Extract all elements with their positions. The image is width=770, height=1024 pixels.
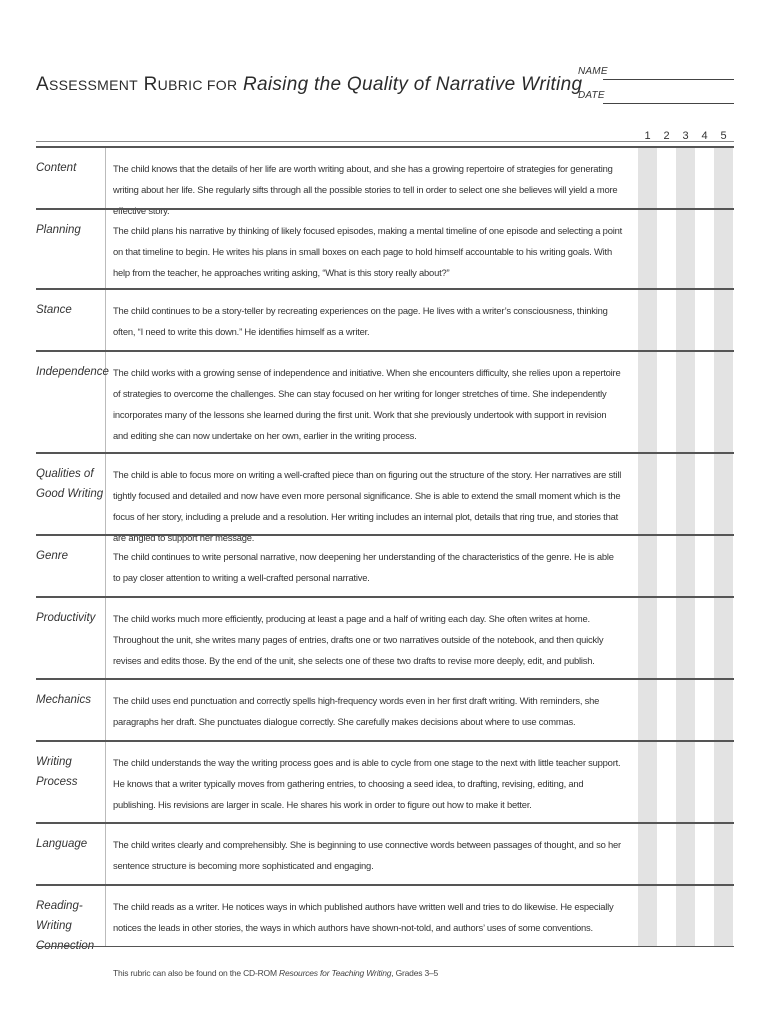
score-4: 4	[701, 130, 708, 142]
row-divider	[36, 884, 734, 886]
rubric-row-productivity	[36, 596, 734, 678]
criterion-label: Productivity	[36, 612, 96, 624]
criterion-description: The child reads as a writer. He notices ways in which published authors have written well and tries to do likewise. He especially notices the leads in other stories, the ways in which authors have shown-not-told, and authors’ uses of some conventions.	[113, 901, 614, 933]
score-1: 1	[644, 130, 651, 142]
name-label: NAME	[578, 66, 608, 77]
criterion-label: Genre	[36, 550, 68, 562]
rubric-row-stance	[36, 288, 734, 352]
date-field[interactable]	[603, 103, 734, 104]
score-3: 3	[682, 130, 689, 142]
criterion-description: The child is able to focus more on writing a well-crafted piece than on figuring out the structure of the story. Her narratives are still tightly focused and detailed and now have even more personal significance. She is able to extend the small moment which is the focus of her story, including a prelude and a resolution. Her writing includes an internal plot, details that ring true, and stories that are angled to support her message.	[113, 469, 622, 543]
footer-italic: Resources for Teaching Writing	[279, 968, 392, 978]
criterion-label: Reading-Writing Connection	[36, 900, 95, 952]
criterion-description: The child continues to be a story-teller by recreating experiences on the page. He lives with a writer’s consciousness, thinking often, “I need to write this down.” He identifies himself as a writer.	[113, 305, 608, 337]
row-divider	[36, 822, 734, 824]
criterion-description: The child works with a growing sense of independence and initiative. When she encounters difficulty, she relies upon a repertoire of strategies to overcome the challenges. She can stay focused on her writing for longer stretches of time. She independently incorporates many of the lessons she learned during the first unit. Work that she previously undertook with support in revision and editing she can now undertake on her own, earlier in the writing process.	[113, 367, 621, 441]
criterion-description: The child knows that the details of her life are worth writing about, and she has a growing repertoire of strategies for generating writing about her life. She regularly sifts through all the possible stories to tell in order to select one she believes will yield a more effective story.	[113, 163, 618, 216]
criterion-label: Stance	[36, 304, 72, 316]
row-divider	[36, 452, 734, 454]
row-divider	[36, 678, 734, 680]
rubric-row-mechanics	[36, 678, 734, 740]
date-label: DATE	[578, 90, 605, 101]
footer-note	[113, 968, 438, 978]
score-2: 2	[663, 130, 670, 142]
rubric-row-genre	[36, 534, 734, 596]
row-divider	[36, 740, 734, 742]
rubric-row-language	[36, 822, 734, 884]
rubric-row-independence	[36, 350, 734, 452]
footer-prefix: This rubric can also be found on the CD-ROM	[113, 968, 277, 978]
criterion-label: Content	[36, 162, 77, 174]
score-5: 5	[720, 130, 727, 142]
criterion-description: The child understands the way the writing process goes and is able to cycle from one stage to the next with little teacher support. He knows that a writer typically moves from gathering entries, to choosing a seed idea, to drafting, revising, editing, and publishing. His revisions are larger in scale. He shares his work in order to figure out how to make it better.	[113, 757, 621, 810]
title-rest-1: SSESSMENT	[48, 77, 139, 93]
rubric-row-writing-process	[36, 740, 734, 822]
rubric-row-qualities	[36, 452, 734, 543]
title-italic: Raising the Quality of Narrative Writing	[242, 74, 583, 95]
page-title	[36, 74, 582, 96]
row-divider	[36, 146, 734, 148]
rubric-row-content	[36, 146, 734, 216]
criterion-label: Mechanics	[36, 694, 91, 706]
criterion-description: The child plans his narrative by thinking of likely focused episodes, making a mental timeline of one episode and selecting a point on that timeline to begin. He writes his plans in small boxes on each page to hold himself accountable to his writing goals. With help from the teacher, he approaches writing asking, “What is this story really about?”	[113, 225, 623, 278]
criterion-label: Language	[36, 838, 88, 850]
row-divider	[36, 288, 734, 290]
header-divider	[36, 141, 734, 142]
title-rest-2: UBRIC FOR	[157, 77, 238, 93]
criterion-description: The child writes clearly and comprehensibly. She is beginning to use connective words between passages of thought, and so her sentence structure is becoming more sophisticated and engaging.	[113, 839, 621, 871]
title-cap-1: A	[36, 74, 49, 95]
footer-suffix: , Grades 3–5	[391, 968, 439, 978]
row-divider-bottom	[36, 946, 734, 947]
rubric-row-reading-writing	[36, 884, 734, 952]
criterion-label: Independence	[36, 366, 109, 378]
row-divider	[36, 596, 734, 598]
criterion-label: Writing Process	[36, 756, 78, 788]
title-cap-2: R	[143, 74, 158, 95]
criterion-description: The child works much more efficiently, producing at least a page and a half of writing each day. She often writes at home. Throughout the unit, she writes many pages of entries, drafts one or two narratives outside of the notebook, and then quickly revises and edits those. By the end of the unit, she selects one of these two drafts to revise more deeply, edit, and publish.	[113, 613, 604, 666]
criterion-description: The child uses end punctuation and correctly spells high-frequency words even in her first draft writing. With reminders, she paragraphs her draft. She punctuates dialogue correctly. She carefully makes decisions about where to use commas.	[113, 695, 600, 727]
row-divider	[36, 534, 734, 536]
row-divider	[36, 208, 734, 210]
row-divider	[36, 350, 734, 352]
name-field[interactable]	[603, 79, 734, 80]
criterion-description: The child continues to write personal narrative, now deepening her understanding of the characteristics of the genre. He is able to pay closer attention to writing a well-crafted personal narrative.	[113, 551, 614, 583]
criterion-label: Planning	[36, 224, 81, 236]
rubric-row-planning	[36, 208, 734, 288]
score-header	[638, 130, 736, 144]
criterion-label: Qualities of Good Writing	[36, 468, 104, 500]
